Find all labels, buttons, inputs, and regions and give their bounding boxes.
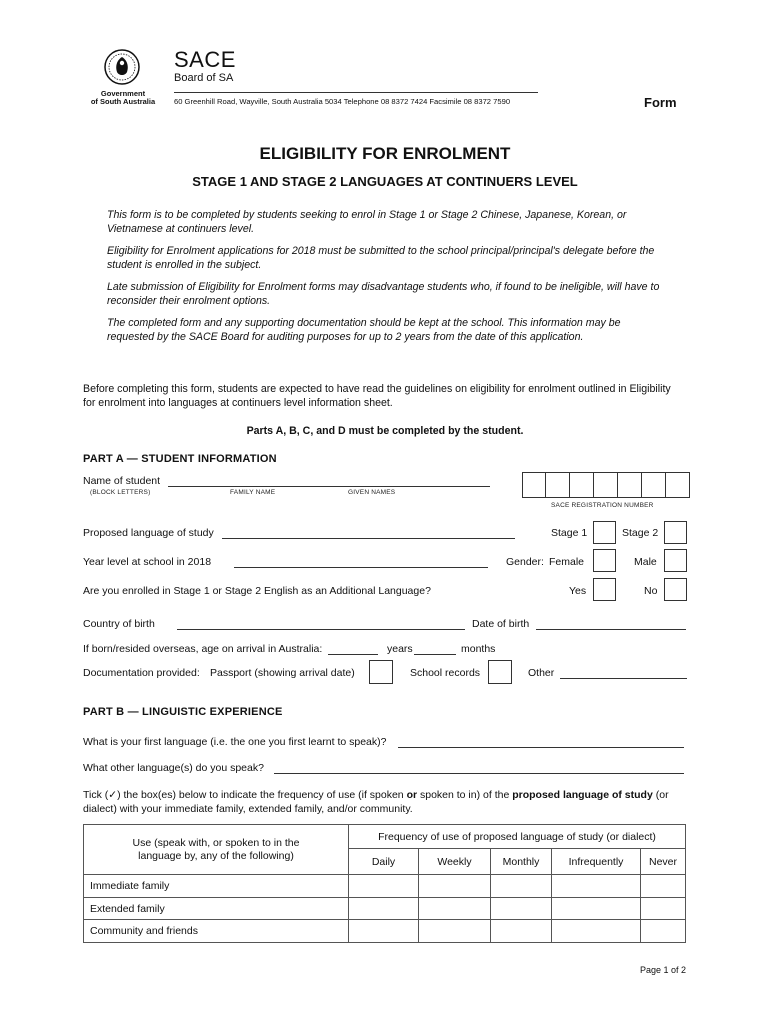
row-label: Extended family <box>84 898 349 920</box>
tick-cell[interactable] <box>349 920 419 943</box>
tick-cell[interactable] <box>419 898 491 920</box>
age-months-input[interactable] <box>414 654 456 655</box>
yes-label: Yes <box>569 585 587 597</box>
page-subtitle: STAGE 1 AND STAGE 2 LANGUAGES AT CONTINUERS LEVEL <box>192 174 578 189</box>
table-row <box>84 898 686 920</box>
first-language-input[interactable] <box>398 747 684 748</box>
part-a-heading: PART A — STUDENT INFORMATION <box>83 453 277 465</box>
tick-cell[interactable] <box>552 920 641 943</box>
intro-paragraph: The completed form and any supporting documentation should be kept at the school. This information may be requested by the SACE Board for auditing purposes for up to 2 years from the date of this application. <box>107 317 621 343</box>
first-language-label: What is your first language (i.e. the one you first learnt to speak)? <box>83 736 387 748</box>
stage1-checkbox[interactable] <box>593 521 616 544</box>
reg-digit-box[interactable] <box>570 472 594 498</box>
sace-logo <box>174 49 236 84</box>
reg-digit-box[interactable] <box>594 472 618 498</box>
tick-cell[interactable] <box>491 920 552 943</box>
eal-yes-checkbox[interactable] <box>593 578 616 601</box>
sace-brand-sub: Board of SA <box>174 72 234 84</box>
tick-or: or <box>406 789 418 801</box>
tick-cell[interactable] <box>641 898 686 920</box>
table-row <box>84 920 686 943</box>
passport-label: Passport (showing arrival date) <box>210 667 355 679</box>
column-weekly: Weekly <box>419 849 491 875</box>
sace-reg-label: SACE REGISTRATION NUMBER <box>551 502 654 509</box>
reg-digit-box[interactable] <box>522 472 546 498</box>
column-daily: Daily <box>349 849 419 875</box>
no-label: No <box>644 585 658 597</box>
eal-question: Are you enrolled in Stage 1 or Stage 2 English as an Additional Language? <box>83 585 431 597</box>
tick-cell[interactable] <box>641 875 686 898</box>
intro-paragraph: Late submission of Eligibility for Enrolment forms may disadvantage students who, if found to be ineligible, will have to reconsider their enrolment options. <box>107 281 660 307</box>
use-header-text: Use (speak with, or spoken to in the language by, any of the following) <box>132 836 300 862</box>
age-years-input[interactable] <box>328 654 378 655</box>
proposed-language-label: Proposed language of study <box>83 527 214 539</box>
tick-cell[interactable] <box>349 898 419 920</box>
row-label: Immediate family <box>84 875 349 898</box>
tick-cell[interactable] <box>349 875 419 898</box>
tick-text: (or dialect) with your immediate family, extended family, and/or community. <box>83 789 669 815</box>
intro-paragraph: Eligibility for Enrolment applications for 2018 must be submitted to the school principal/principal's delegate before the student is enrolled in the subject. <box>107 245 655 271</box>
intro-paragraph: This form is to be completed by students seeking to enrol in Stage 1 or Stage 2 Chinese, Japanese, Korean, or Vietnamese at continuers level. <box>107 209 627 235</box>
documentation-label: Documentation provided: <box>83 667 200 679</box>
stage2-label: Stage 2 <box>622 527 659 539</box>
government-label <box>84 90 162 106</box>
table-row <box>84 875 686 898</box>
tick-cell[interactable] <box>552 898 641 920</box>
eal-no-checkbox[interactable] <box>664 578 687 601</box>
overseas-age-label: If born/resided overseas, age on arrival in Australia: <box>83 643 323 655</box>
female-label: Female <box>549 556 585 568</box>
tick-bold: proposed language of study <box>512 789 653 801</box>
tick-text: Tick (✓) the box(es) below to indicate the frequency of use (if spoken <box>83 789 407 801</box>
reg-digit-box[interactable] <box>618 472 642 498</box>
male-checkbox[interactable] <box>664 549 687 572</box>
part-b-heading: PART B — LINGUISTIC EXPERIENCE <box>83 706 283 718</box>
frequency-header: Frequency of use of proposed language of study (or dialect) <box>349 825 686 849</box>
name-label: Name of student <box>83 475 161 487</box>
column-monthly: Monthly <box>491 849 552 875</box>
page-title: ELIGIBILITY FOR ENROLMENT <box>259 144 511 163</box>
sace-registration-boxes[interactable] <box>522 472 690 498</box>
passport-checkbox[interactable] <box>369 660 393 684</box>
months-label: months <box>461 643 496 655</box>
column-infrequently: Infrequently <box>552 849 641 875</box>
female-checkbox[interactable] <box>593 549 616 572</box>
gender-label: Gender: <box>506 556 544 568</box>
tick-cell[interactable] <box>491 898 552 920</box>
years-label: years <box>387 643 413 655</box>
tick-cell[interactable] <box>641 920 686 943</box>
other-input[interactable] <box>560 678 687 679</box>
reg-digit-box[interactable] <box>666 472 690 498</box>
year-level-label: Year level at school in 2018 <box>83 556 212 568</box>
row-label: Community and friends <box>84 920 349 943</box>
stage2-checkbox[interactable] <box>664 521 687 544</box>
tick-cell[interactable] <box>552 875 641 898</box>
other-languages-input[interactable] <box>274 773 684 774</box>
tick-text: spoken to in) of the <box>417 789 513 801</box>
use-header <box>84 825 349 875</box>
intro-block <box>107 208 667 352</box>
page-number: Page 1 of 2 <box>640 965 687 975</box>
reg-digit-box[interactable] <box>642 472 666 498</box>
other-label: Other <box>528 667 555 679</box>
proposed-language-input[interactable] <box>222 538 515 539</box>
tick-cell[interactable] <box>491 875 552 898</box>
school-records-checkbox[interactable] <box>488 660 512 684</box>
stage1-label: Stage 1 <box>551 527 588 539</box>
date-birth-input[interactable] <box>536 629 686 630</box>
block-letters-note: (BLOCK LETTERS) <box>90 489 151 496</box>
tick-cell[interactable] <box>419 920 491 943</box>
reg-digit-box[interactable] <box>546 472 570 498</box>
sace-brand: SACE <box>174 47 236 72</box>
tick-cell[interactable] <box>419 875 491 898</box>
government-line-2: of South Australia <box>90 97 156 106</box>
frequency-table <box>83 824 686 943</box>
year-level-input[interactable] <box>234 567 488 568</box>
country-birth-label: Country of birth <box>83 618 155 630</box>
male-label: Male <box>634 556 657 568</box>
date-birth-label: Date of birth <box>472 618 530 630</box>
government-line-1: Government <box>100 89 146 98</box>
parts-note: Parts A, B, C, and D must be completed by the student. <box>246 425 524 437</box>
header-address: 60 Greenhill Road, Wayville, South Australia 5034 Telephone 08 8372 7424 Facsimile 08 8372 7590 <box>174 97 511 106</box>
header-rule <box>174 92 538 93</box>
name-input[interactable] <box>168 486 490 487</box>
other-languages-label: What other language(s) do you speak? <box>83 762 264 774</box>
country-birth-input[interactable] <box>177 629 465 630</box>
column-never: Never <box>641 849 686 875</box>
school-records-label: School records <box>410 667 481 679</box>
before-text: Before completing this form, students are expected to have read the guidelines on eligibility for enrolment outlined in Eligibility for enrolment into languages at continuers level information sheet. <box>83 383 671 409</box>
form-label: Form <box>644 95 677 110</box>
government-crest-icon <box>103 48 141 86</box>
tick-instruction <box>83 788 683 816</box>
given-names-label: GIVEN NAMES <box>348 489 396 496</box>
family-name-label: FAMILY NAME <box>230 489 276 496</box>
